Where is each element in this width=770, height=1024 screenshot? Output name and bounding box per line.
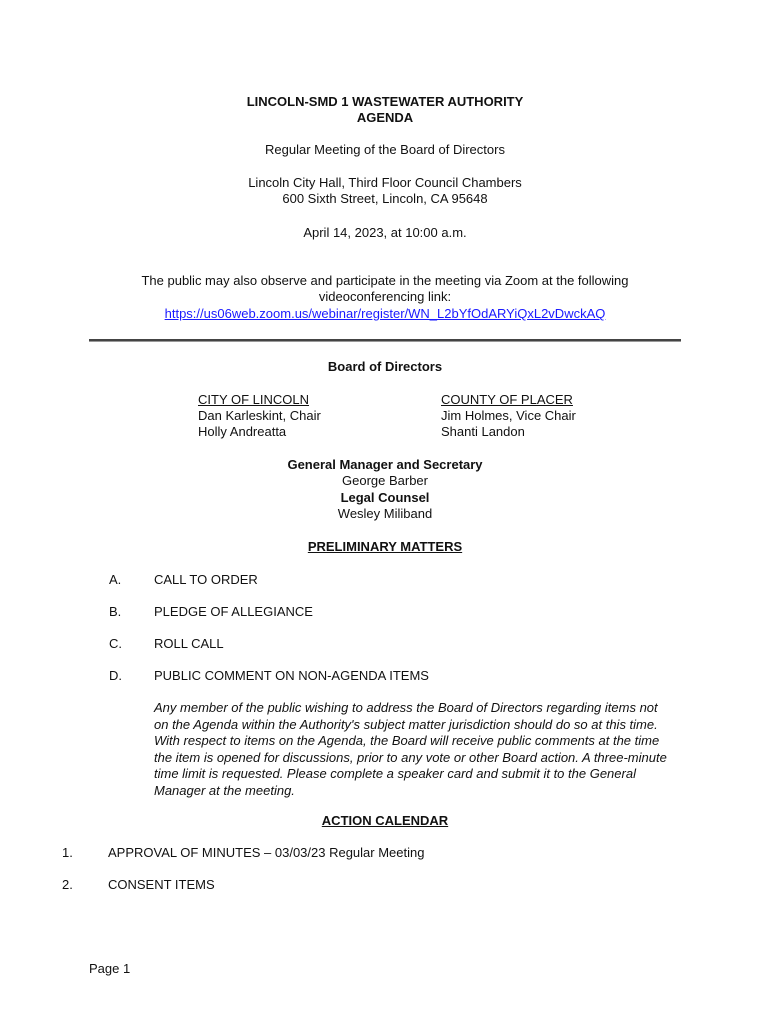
action-item-number: 1. [62,845,73,860]
zoom-link-row [0,306,770,323]
item-label: ROLL CALL [154,636,224,651]
city-heading: CITY OF LINCOLN [198,392,310,407]
county-heading: COUNTY OF PLACER [441,392,573,407]
public-comment-line: on the Agenda within the Authority's subject matter jurisdiction should do so at this time. [154,716,658,732]
location-line1: Lincoln City Hall, Third Floor Council Chambers [248,175,522,190]
city-member: Holly Andreatta [198,424,287,439]
item-letter: D. [109,668,122,683]
city-member: Dan Karleskint, Chair [198,408,321,423]
zoom-notice-line1: The public may also observe and participate in the meeting via Zoom at the following [141,273,629,288]
item-letter: C. [109,636,122,651]
preliminary-heading: PRELIMINARY MATTERS [307,539,463,554]
public-comment-line: Any member of the public wishing to address the Board of Directors regarding items not [154,700,658,715]
action-item-label: APPROVAL OF MINUTES – 03/03/23 Regular Meeting [108,845,425,860]
item-label: PUBLIC COMMENT ON NON-AGENDA ITEMS [154,668,429,683]
zoom-link[interactable]: https://us06web.zoom.us/webinar/register/WN_L2bYfOdARYiQxL2vDwckAQ [164,306,606,321]
item-letter: A. [109,572,122,587]
meeting-date-time: April 14, 2023, at 10:00 a.m. [303,225,467,240]
doc-type: AGENDA [356,110,414,125]
public-comment-line: With respect to items on the Agenda, the Board will receive public comments at the time [154,733,660,748]
meeting-type: Regular Meeting of the Board of Directors [265,142,505,157]
section-divider [89,339,681,342]
action-calendar-heading: ACTION CALENDAR [321,813,449,828]
item-letter: B. [109,604,122,619]
gm-name: George Barber [342,473,428,488]
item-label: PLEDGE OF ALLEGIANCE [154,604,313,619]
public-comment-line: Manager at the meeting. [154,782,295,798]
zoom-notice-line2: videoconferencing link: [318,289,452,304]
board-title: Board of Directors [327,359,443,374]
action-item-label: CONSENT ITEMS [108,877,215,892]
counsel-title: Legal Counsel [340,490,430,505]
public-comment-text [154,700,714,799]
org-title: LINCOLN-SMD 1 WASTEWATER AUTHORITY [246,94,524,109]
item-label: CALL TO ORDER [154,572,258,587]
counsel-name: Wesley Miliband [337,506,433,521]
county-member: Jim Holmes, Vice Chair [441,408,576,423]
public-comment-line: the item is opened for discussions, prior to any vote or other Board action. A three-minute [154,749,667,765]
public-comment-line: time limit is requested. Please complete a speaker card and submit it to the General [154,766,636,781]
location-line2: 600 Sixth Street, Lincoln, CA 95648 [282,191,488,206]
action-item-number: 2. [62,877,73,892]
gm-title: General Manager and Secretary [287,457,483,472]
page-number: Page 1 [89,961,131,976]
county-member: Shanti Landon [441,424,525,439]
